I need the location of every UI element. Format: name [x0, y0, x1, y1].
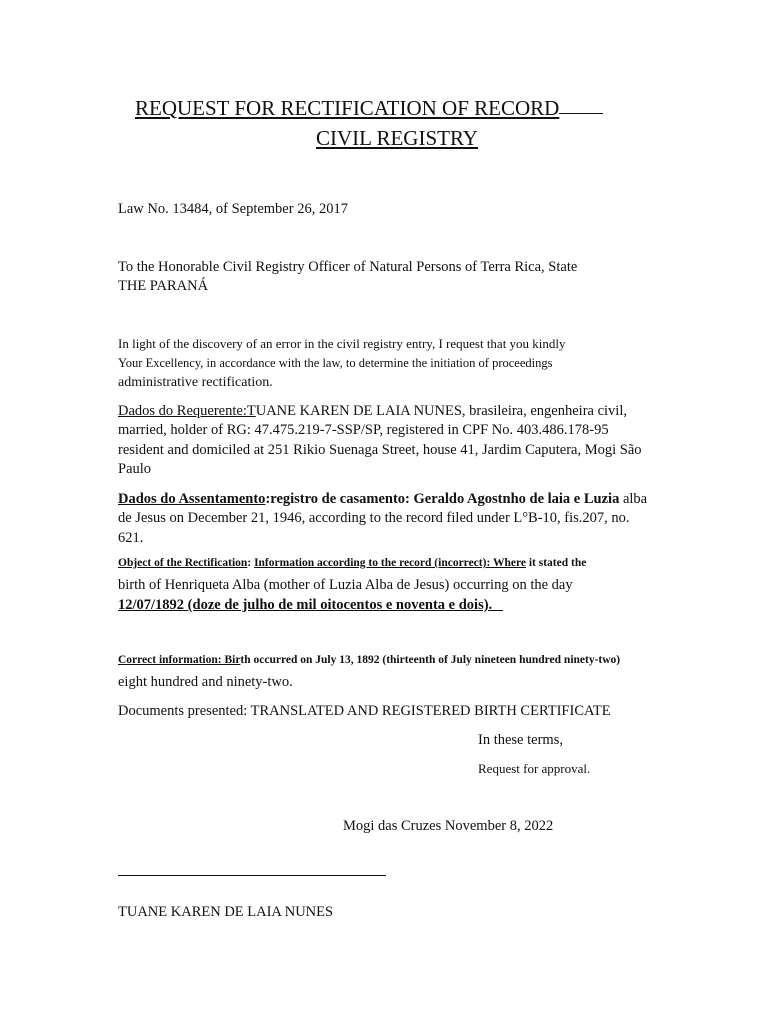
document-title-line2: CIVIL REGISTRY: [316, 126, 478, 150]
document-title-line1: [135, 96, 603, 121]
correct-info-line2: eight hundred and ninety-two.: [118, 674, 293, 690]
intro-line1: In light of the discovery of an error in the civil registry entry, I request that you kindly: [118, 336, 566, 351]
record-paragraph: [118, 490, 658, 548]
signature-line: [118, 875, 386, 876]
rectification-object-line2: birth of Henriqueta Alba (mother of Luzia Alba de Jesus) occurring on the day: [118, 577, 573, 593]
rectification-object-line1: [118, 557, 586, 569]
rectification-colon: :: [247, 557, 255, 569]
requester-label-tail: T: [246, 403, 256, 419]
addressee-line1: To the Honorable Civil Registry Officer of Natural Persons of Terra Rica, State: [118, 259, 578, 275]
requester-paragraph: [118, 402, 658, 479]
correct-info-line1: [118, 654, 620, 666]
closing-approval: Request for approval.: [478, 761, 591, 776]
correct-info-rest: th occurred on July 13, 1892 (thirteenth of July nineteen hundred ninety-two): [240, 654, 621, 666]
requester-label: Dados do Requerente:: [118, 403, 247, 419]
requester-text: UANE KAREN DE LAIA NUNES, brasileira, engenheira civil, married, holder of RG: 47.475.219-7-SSP/SP, registered in CPF No. 403.486.178-95 resident and domiciled at 251 Rikio Suenaga Street, house 41, Jardim Caputera, Mogi São Paulo: [118, 403, 642, 477]
intro-line3: administrative rectification.: [118, 375, 273, 390]
record-text: alba de Jesus on December 21, 1946, according to the record filed under L°B-10, fis.207, no. 621.: [118, 491, 648, 546]
incorrect-date: 12/07/1892 (doze de julho de mil oitocentos e noventa e dois).: [118, 597, 504, 613]
incorrect-info-tail: it stated the: [525, 557, 587, 569]
addressee-line2: THE PARANÁ: [118, 278, 209, 294]
record-label: Dados do Assentamento: [118, 491, 266, 507]
title-underline-extension: [559, 96, 603, 114]
incorrect-info-label: Information according to the record (incorrect): Where: [254, 557, 526, 569]
signatory-name: TUANE KAREN DE LAIA NUNES: [118, 904, 334, 920]
intro-line2: Your Excellency, in accordance with the law, to determine the initiation of proceedings: [118, 356, 553, 370]
place-and-date: Mogi das Cruzes November 8, 2022: [343, 818, 554, 834]
documents-presented: Documents presented: TRANSLATED AND REGISTERED BIRTH CERTIFICATE: [118, 703, 611, 719]
closing-terms: In these terms,: [478, 732, 563, 748]
record-bold-text: :registro de casamento: Geraldo Agostnho de laia e Luzia: [265, 491, 620, 507]
correct-info-label: Correct information: Bir: [118, 654, 241, 666]
title-line1-text: REQUEST FOR RECTIFICATION OF RECORD: [135, 96, 560, 120]
rectification-label: Object of the Rectification: [118, 557, 248, 569]
law-reference: Law No. 13484, of September 26, 2017: [118, 201, 348, 217]
